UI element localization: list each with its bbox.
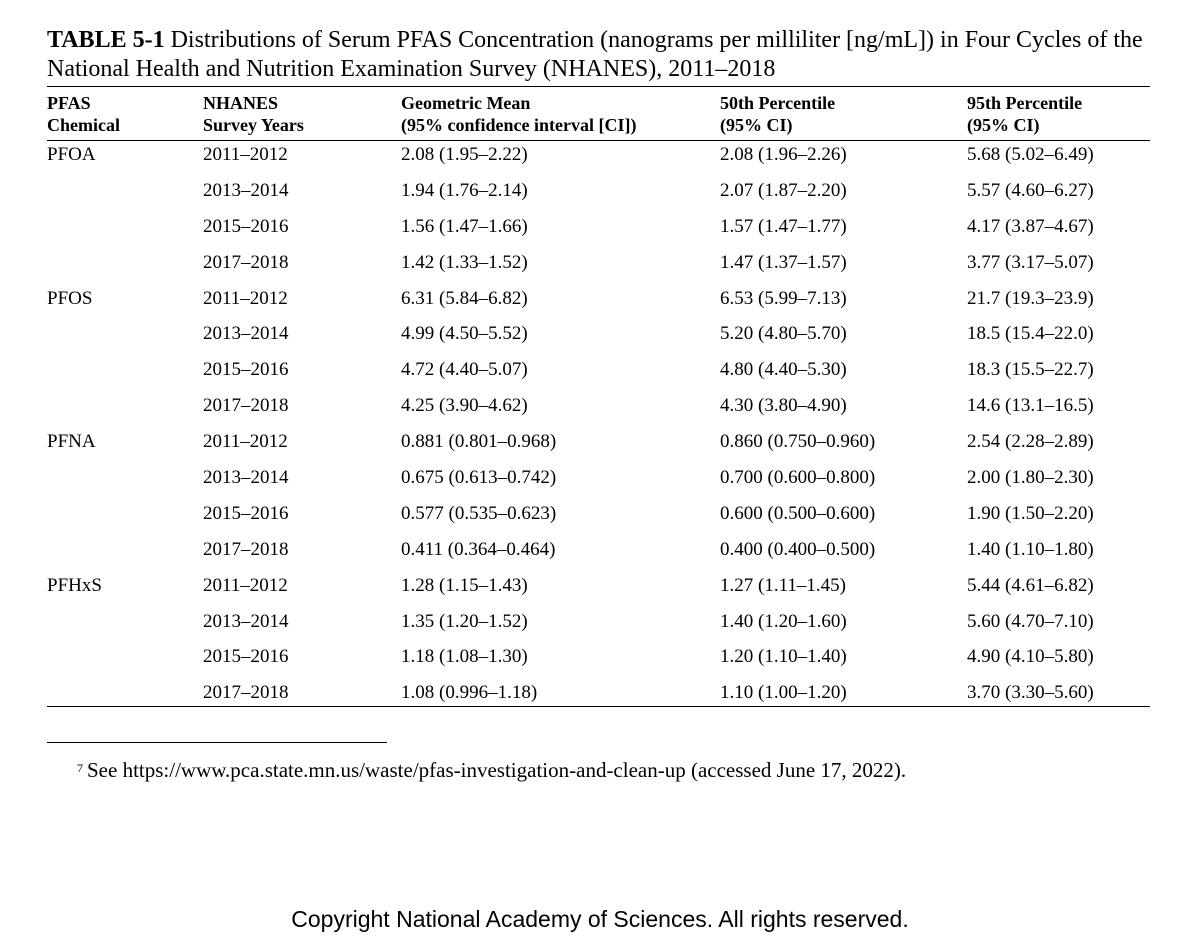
footnote-text: See https://www.pca.state.mn.us/waste/pfas-investigation-and-clean-up (accessed June 17, 2022). bbox=[87, 758, 907, 782]
top-rule bbox=[47, 86, 1150, 87]
cell-survey-years: 2013–2014 bbox=[203, 323, 289, 345]
cell-95th-percentile: 5.68 (5.02–6.49) bbox=[967, 144, 1094, 165]
cell-survey-years: 2015–2016 bbox=[203, 502, 289, 524]
copyright-notice: Copyright National Academy of Sciences. All rights reserved. bbox=[291, 906, 909, 932]
table-row bbox=[47, 209, 1150, 245]
cell-geometric-mean: 4.99 (4.50–5.52) bbox=[401, 323, 528, 345]
cell-survey-years: 2013–2014 bbox=[203, 467, 289, 489]
cell-survey-years: 2015–2016 bbox=[203, 359, 289, 381]
table-row bbox=[47, 316, 1150, 352]
bottom-rule bbox=[47, 706, 1150, 707]
cell-geometric-mean: 2.08 (1.95–2.22) bbox=[401, 144, 528, 165]
cell-50th-percentile: 1.20 (1.10–1.40) bbox=[720, 646, 847, 668]
table-row bbox=[47, 568, 1150, 604]
header-geometric-mean-line2: (95% confidence interval [CI]) bbox=[401, 115, 637, 135]
header-survey-years bbox=[203, 92, 304, 136]
cell-survey-years: 2017–2018 bbox=[203, 538, 289, 560]
cell-50th-percentile: 0.700 (0.600–0.800) bbox=[720, 467, 876, 489]
cell-95th-percentile: 1.90 (1.50–2.20) bbox=[967, 502, 1094, 524]
cell-95th-percentile: 18.5 (15.4–22.0) bbox=[967, 323, 1094, 345]
footnote-marker: 7 bbox=[77, 761, 83, 775]
cell-chemical: PFNA bbox=[47, 431, 96, 453]
cell-survey-years: 2017–2018 bbox=[203, 682, 289, 704]
cell-survey-years: 2015–2016 bbox=[203, 646, 289, 668]
cell-geometric-mean: 4.72 (4.40–5.07) bbox=[401, 359, 528, 381]
table-label: TABLE 5-1 bbox=[47, 27, 165, 53]
cell-survey-years: 2011–2012 bbox=[203, 287, 288, 309]
header-chemical-line1: PFAS bbox=[47, 93, 91, 113]
cell-survey-years: 2011–2012 bbox=[203, 144, 288, 165]
cell-geometric-mean: 0.411 (0.364–0.464) bbox=[401, 538, 556, 560]
table-row bbox=[47, 352, 1150, 388]
cell-chemical: PFOA bbox=[47, 144, 96, 165]
cell-50th-percentile: 0.400 (0.400–0.500) bbox=[720, 538, 876, 560]
cell-50th-percentile: 1.27 (1.11–1.45) bbox=[720, 574, 846, 596]
cell-survey-years: 2017–2018 bbox=[203, 251, 289, 273]
cell-geometric-mean: 1.42 (1.33–1.52) bbox=[401, 251, 528, 273]
table-row bbox=[47, 639, 1150, 675]
cell-95th-percentile: 14.6 (13.1–16.5) bbox=[967, 395, 1094, 417]
cell-50th-percentile: 1.10 (1.00–1.20) bbox=[720, 682, 847, 704]
cell-geometric-mean: 1.35 (1.20–1.52) bbox=[401, 610, 528, 632]
table-body bbox=[47, 137, 1150, 711]
cell-geometric-mean: 1.28 (1.15–1.43) bbox=[401, 574, 528, 596]
cell-95th-percentile: 3.70 (3.30–5.60) bbox=[967, 682, 1094, 704]
cell-95th-percentile: 3.77 (3.17–5.07) bbox=[967, 251, 1094, 273]
cell-geometric-mean: 1.08 (0.996–1.18) bbox=[401, 682, 538, 704]
cell-50th-percentile: 1.47 (1.37–1.57) bbox=[720, 251, 847, 273]
cell-95th-percentile: 4.90 (4.10–5.80) bbox=[967, 646, 1094, 668]
header-geometric-mean bbox=[401, 92, 636, 136]
cell-geometric-mean: 1.94 (1.76–2.14) bbox=[401, 179, 528, 201]
cell-geometric-mean: 0.881 (0.801–0.968) bbox=[401, 431, 557, 453]
cell-survey-years: 2011–2012 bbox=[203, 431, 288, 453]
table-row bbox=[47, 281, 1150, 317]
cell-50th-percentile: 6.53 (5.99–7.13) bbox=[720, 287, 847, 309]
header-95th-percentile-line2: (95% CI) bbox=[967, 115, 1040, 135]
cell-survey-years: 2011–2012 bbox=[203, 574, 288, 596]
header-50th-percentile-line1: 50th Percentile bbox=[720, 93, 836, 113]
header-row bbox=[47, 90, 1150, 140]
cell-95th-percentile: 21.7 (19.3–23.9) bbox=[967, 287, 1094, 309]
cell-95th-percentile: 18.3 (15.5–22.7) bbox=[967, 359, 1094, 381]
header-50th-percentile-line2: (95% CI) bbox=[720, 115, 793, 135]
table-row bbox=[47, 604, 1150, 640]
table-row bbox=[47, 496, 1150, 532]
cell-geometric-mean: 6.31 (5.84–6.82) bbox=[401, 287, 528, 309]
cell-95th-percentile: 2.54 (2.28–2.89) bbox=[967, 431, 1094, 453]
header-geometric-mean-line1: Geometric Mean bbox=[401, 93, 531, 113]
cell-50th-percentile: 4.30 (3.80–4.90) bbox=[720, 395, 847, 417]
cell-50th-percentile: 1.57 (1.47–1.77) bbox=[720, 215, 847, 237]
table-row bbox=[47, 424, 1150, 460]
header-chemical-line2: Chemical bbox=[47, 115, 120, 135]
table-row bbox=[47, 388, 1150, 424]
cell-50th-percentile: 4.80 (4.40–5.30) bbox=[720, 359, 847, 381]
cell-50th-percentile: 0.600 (0.500–0.600) bbox=[720, 502, 876, 524]
cell-geometric-mean: 4.25 (3.90–4.62) bbox=[401, 395, 528, 417]
cell-geometric-mean: 0.577 (0.535–0.623) bbox=[401, 502, 557, 524]
header-50th-percentile bbox=[720, 92, 835, 136]
table-row bbox=[47, 245, 1150, 281]
cell-50th-percentile: 0.860 (0.750–0.960) bbox=[720, 431, 876, 453]
cell-survey-years: 2017–2018 bbox=[203, 395, 289, 417]
header-survey-years-line2: Survey Years bbox=[203, 115, 304, 135]
table-row bbox=[47, 532, 1150, 568]
cell-geometric-mean: 1.56 (1.47–1.66) bbox=[401, 215, 528, 237]
table-title: Distributions of Serum PFAS Concentration (nanograms per milliliter [ng/mL]) in Four Cycles of the National Health and Nutrition Examination Survey (NHANES), 2011–2018 bbox=[47, 27, 1143, 82]
cell-95th-percentile: 4.17 (3.87–4.67) bbox=[967, 215, 1094, 237]
cell-50th-percentile: 2.08 (1.96–2.26) bbox=[720, 144, 847, 165]
table-row bbox=[47, 137, 1150, 173]
header-95th-percentile-line1: 95th Percentile bbox=[967, 93, 1083, 113]
header-chemical bbox=[47, 92, 120, 136]
header-survey-years-line1: NHANES bbox=[203, 93, 279, 113]
cell-geometric-mean: 1.18 (1.08–1.30) bbox=[401, 646, 528, 668]
cell-survey-years: 2015–2016 bbox=[203, 215, 289, 237]
cell-survey-years: 2013–2014 bbox=[203, 179, 289, 201]
footnote bbox=[77, 757, 906, 783]
cell-survey-years: 2013–2014 bbox=[203, 610, 289, 632]
cell-chemical: PFHxS bbox=[47, 574, 102, 596]
cell-geometric-mean: 0.675 (0.613–0.742) bbox=[401, 467, 557, 489]
cell-95th-percentile: 2.00 (1.80–2.30) bbox=[967, 467, 1094, 489]
cell-chemical: PFOS bbox=[47, 287, 93, 309]
header-95th-percentile bbox=[967, 92, 1082, 136]
table-row bbox=[47, 460, 1150, 496]
table-caption bbox=[47, 26, 1157, 84]
cell-95th-percentile: 1.40 (1.10–1.80) bbox=[967, 538, 1094, 560]
cell-50th-percentile: 2.07 (1.87–2.20) bbox=[720, 179, 847, 201]
cell-50th-percentile: 1.40 (1.20–1.60) bbox=[720, 610, 847, 632]
cell-95th-percentile: 5.44 (4.61–6.82) bbox=[967, 574, 1094, 596]
cell-95th-percentile: 5.60 (4.70–7.10) bbox=[967, 610, 1094, 632]
cell-95th-percentile: 5.57 (4.60–6.27) bbox=[967, 179, 1094, 201]
footnote-rule bbox=[47, 742, 387, 743]
cell-50th-percentile: 5.20 (4.80–5.70) bbox=[720, 323, 847, 345]
table-header bbox=[47, 90, 1150, 140]
table-row bbox=[47, 173, 1150, 209]
